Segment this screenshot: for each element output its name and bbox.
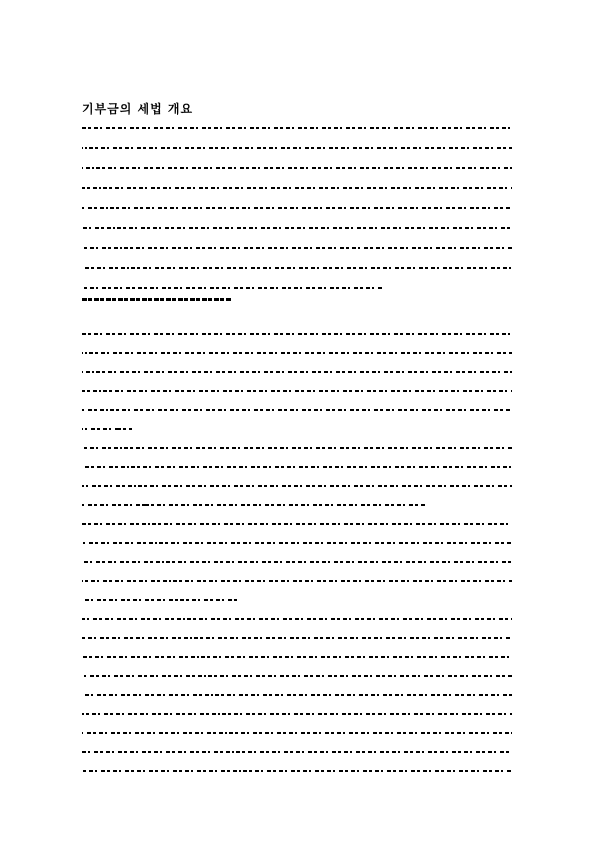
text-line [82,127,512,129]
text-line [82,167,512,169]
text-line [82,770,512,772]
text-line [82,618,512,620]
text-line [82,580,512,582]
text-line [82,694,512,696]
text-line [82,333,512,335]
text-line [82,561,512,563]
document-title: 기부금의 세법 개요 [82,102,194,116]
text-line [82,147,512,149]
text-line [82,287,512,289]
section-heading [82,298,232,301]
text-line [82,485,512,487]
text-line [82,732,512,734]
text-line [82,542,512,544]
text-line [82,267,512,269]
text-line [82,207,512,209]
text-line [82,227,512,229]
text-line [82,371,512,373]
text-line [82,523,512,525]
text-line [82,466,512,468]
body-paragraph [82,333,512,789]
text-line [82,637,512,639]
text-line [82,247,512,249]
text-line [82,599,512,601]
text-line [82,656,512,658]
text-line [82,187,512,189]
text-line [82,713,512,715]
text-line [82,352,512,354]
text-line [82,447,512,449]
text-line [82,390,512,392]
text-line [82,675,512,677]
text-line [82,751,512,753]
intro-paragraph [82,127,512,307]
text-line [82,504,512,506]
text-line [82,409,512,411]
text-line [82,428,512,430]
